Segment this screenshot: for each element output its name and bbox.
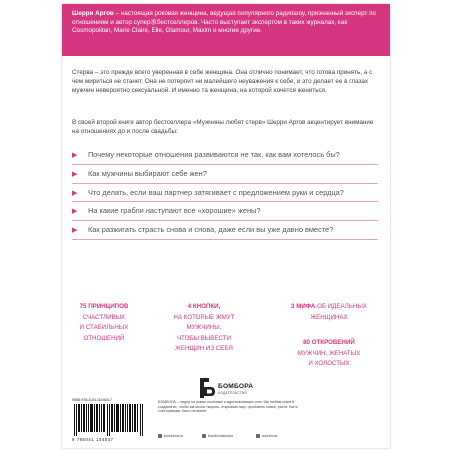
stat-revelations: [274, 338, 384, 370]
website-link[interactable]: [158, 432, 183, 440]
logo-subtitle: ИЗДАТЕЛЬСТВО: [218, 391, 248, 395]
stat-number: 75 ПРИНЦИПОВ: [79, 303, 129, 310]
stat-number: 80 ОТКРОВЕНИЙ: [303, 339, 355, 346]
bottom-section: [72, 383, 382, 444]
stat-line: И ХОЛОСТЫХ: [308, 360, 350, 367]
book-back-cover: [62, 4, 390, 448]
question-text: Почему некоторые отношения развиваются не так, как вам хотелось бы?: [88, 150, 340, 159]
question-text: На какие грабли наступают все «хорошие» жены?: [88, 206, 261, 216]
bombora-logo-icon: [200, 378, 216, 398]
stat-line: И СТАБИЛЬНЫХ: [79, 324, 129, 331]
question-item: [72, 206, 378, 221]
intro-paragraph-2: В своей второй книге автор бестселлера «Мужчины любят стерв» Шерри Аргов акцентирует внимание на отношениях до и после свадьбы:: [72, 119, 374, 136]
stat-line: МУЖЧИН, ЖЕНАТЫХ: [297, 349, 361, 357]
stat-buttons: [154, 302, 254, 355]
social-label: bombora: [262, 434, 277, 438]
barcode-block: [72, 398, 146, 444]
publisher-description: БОМБОРА – лидер на рынке полезных и вдохновляющих книг. Мы любим книги и создаем их, чтобы вы могли творить, открывать мир, пробовать новое, расти. Быть счастливыми. Быть на волне.: [158, 400, 298, 413]
arrow-icon: ▶: [72, 189, 78, 197]
globe-icon: [158, 434, 162, 438]
arrow-icon: ▶: [72, 152, 78, 159]
author-bio-text: – настоящая роковая женщина, ведущая популярного радиошоу, признанный эксперт по отношениям и автор супер承бестселлеров. Часто выступает экспертом в таких журналах, как Cosmopolitan, Marie Claire, Elle, Glamour, Maxim и многие другие.: [72, 10, 376, 35]
question-text: Что делать, если ваш партнер затягивает с предложением руки и сердца?: [88, 187, 344, 197]
question-list: [72, 150, 378, 244]
stat-line: ЖЕНЩИН ИЗ СЕБЯ: [175, 345, 233, 352]
arrow-icon: ▶: [72, 227, 78, 235]
social-label: bomborabooks: [208, 434, 234, 438]
stat-line: МУЖЧИНЫ,: [186, 324, 222, 331]
intro-paragraph: Стерва – это прежде всего уверенная в себе женщина. Она отлично понимает, что готова принять, а с чем мириться не станет. Она не потерпит ни малейшего неуважения к себе, и это делает ее в глазах мужчин невероятно сексуальной. И именно та женщина, на которой хочется жениться.: [72, 69, 373, 95]
question-text: Как разжигать страсть снова и снова, даже если вы уже давно вместе?: [88, 225, 334, 235]
stat-principles: [68, 302, 140, 344]
publisher-logo: [196, 378, 256, 400]
question-item: [72, 225, 378, 240]
social-label: bombora.ru: [164, 434, 184, 438]
social-links: [158, 432, 358, 440]
instagram-link[interactable]: [256, 432, 277, 440]
stat-line: ОТНОШЕНИЙ: [83, 334, 125, 342]
author-bio-box: [62, 4, 390, 56]
stat-myths: [274, 302, 384, 323]
question-item: [72, 169, 378, 184]
question-item: [72, 188, 378, 203]
barcode-icon: [72, 404, 146, 436]
stat-line: НА КОТОРЫЕ ЖМУТ: [173, 313, 235, 321]
instagram-icon: [256, 434, 260, 438]
stat-line: ОБ ИДЕАЛЬНЫХ: [317, 303, 367, 310]
author-name: Шерри Аргов: [72, 10, 114, 17]
stat-line: ЖЕНЩИНАХ: [310, 313, 348, 321]
arrow-icon: ▶: [72, 170, 78, 178]
barcode-digits: 9 785041 104047: [72, 437, 114, 442]
arrow-icon: ▶: [72, 208, 78, 216]
logo-name: БОМБОРА: [218, 383, 254, 390]
vk-icon: [202, 434, 206, 438]
isbn-text: ISBN 978-5-04-110404-7: [72, 398, 112, 402]
stat-line: СЧАСТЛИВЫХ: [82, 313, 126, 321]
question-item: [72, 150, 378, 165]
stat-number: 4 КНОПКИ,: [187, 303, 221, 310]
stat-number: 3 МИФА: [291, 303, 316, 310]
question-text: Как мужчины выбирают себе жен?: [88, 168, 207, 178]
stat-line: ЧТОБЫ ВЫВЕСТИ: [176, 334, 232, 342]
vk-link[interactable]: [202, 432, 233, 440]
